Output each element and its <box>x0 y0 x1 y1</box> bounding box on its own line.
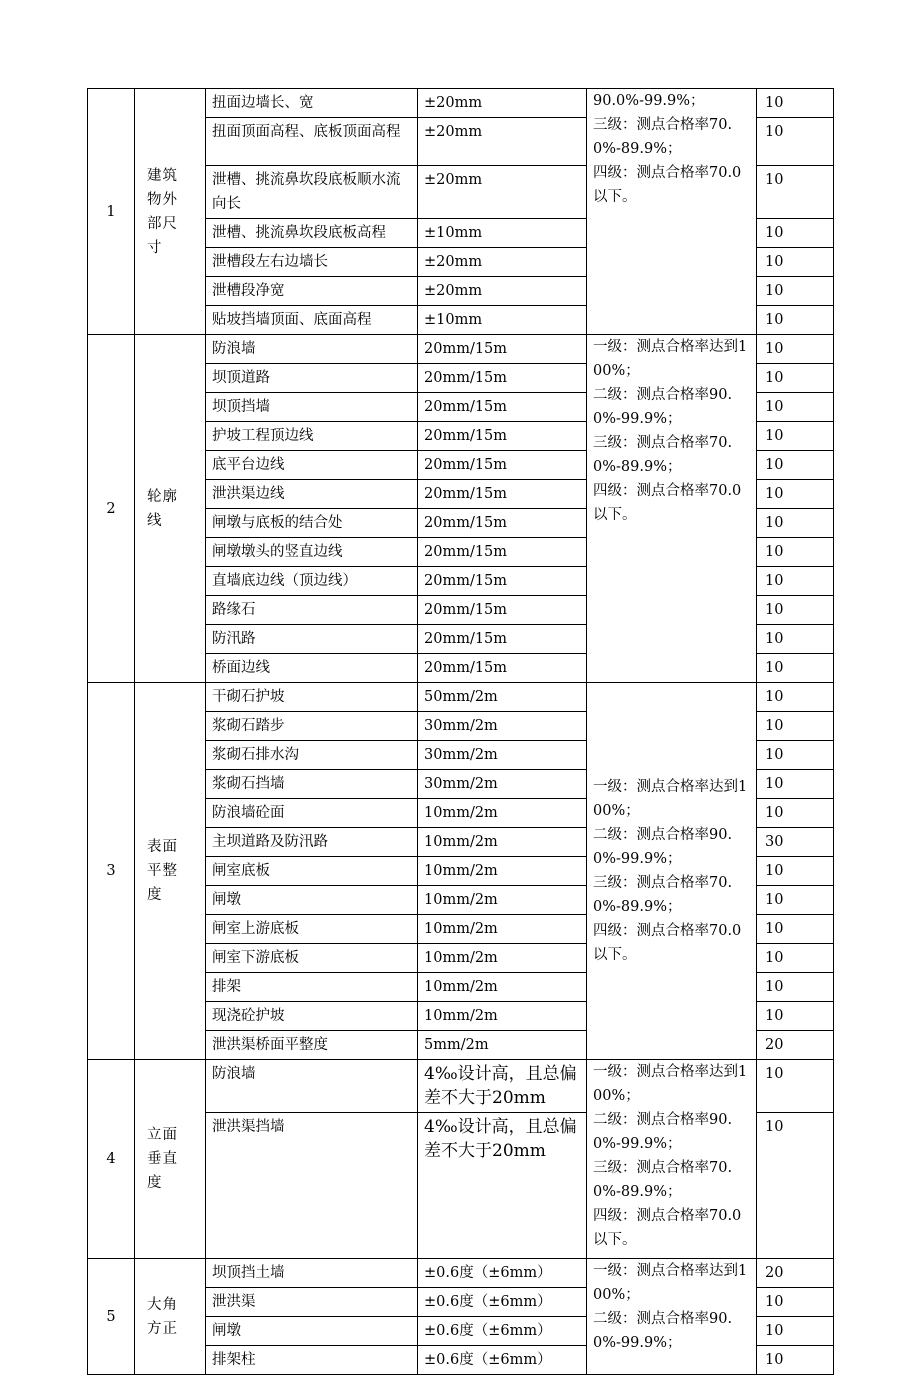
check-item: 坝顶挡墙 <box>206 393 418 422</box>
standard-score: 10 <box>757 89 834 118</box>
quality-table-container <box>87 88 833 1375</box>
allowed-deviation: ±0.6度（±6mm） <box>418 1288 587 1317</box>
check-item: 排架 <box>206 973 418 1002</box>
table-row <box>88 1060 834 1113</box>
standard-score: 30 <box>757 828 834 857</box>
quality-table <box>87 88 834 1375</box>
check-item: 扭面顶面高程、底板顶面高程 <box>206 118 418 166</box>
standard-score: 10 <box>757 306 834 335</box>
check-item: 浆砌石踏步 <box>206 712 418 741</box>
allowed-deviation: ±10mm <box>418 219 587 248</box>
check-item: 护坡工程顶边线 <box>206 422 418 451</box>
check-item: 防浪墙 <box>206 1060 418 1113</box>
group-category: 轮廓线 <box>135 335 206 683</box>
check-item: 排架柱 <box>206 1346 418 1375</box>
allowed-deviation: 30mm/2m <box>418 712 587 741</box>
standard-score: 10 <box>757 277 834 306</box>
allowed-deviation: 20mm/15m <box>418 654 587 683</box>
group-category: 立面垂直度 <box>135 1060 206 1259</box>
standard-score: 10 <box>757 1317 834 1346</box>
standard-score: 10 <box>757 596 834 625</box>
group-category: 大角方正 <box>135 1259 206 1375</box>
standard-score: 10 <box>757 857 834 886</box>
allowed-deviation: ±20mm <box>418 89 587 118</box>
check-item: 泄洪渠边线 <box>206 480 418 509</box>
group-number: 3 <box>88 683 135 1060</box>
check-item: 直墙底边线（顶边线） <box>206 567 418 596</box>
standard-score: 10 <box>757 770 834 799</box>
allowed-deviation: ±20mm <box>418 277 587 306</box>
check-item: 闸墩 <box>206 886 418 915</box>
check-item: 主坝道路及防汛路 <box>206 828 418 857</box>
standard-score: 10 <box>757 567 834 596</box>
check-item: 闸墩与底板的结合处 <box>206 509 418 538</box>
standard-score: 10 <box>757 1060 834 1113</box>
allowed-deviation: ±20mm <box>418 166 587 219</box>
check-item: 泄槽段左右边墙长 <box>206 248 418 277</box>
standard-score: 20 <box>757 1259 834 1288</box>
check-item: 泄洪渠挡墙 <box>206 1113 418 1259</box>
allowed-deviation: 30mm/2m <box>418 770 587 799</box>
allowed-deviation: 30mm/2m <box>418 741 587 770</box>
standard-score: 10 <box>757 248 834 277</box>
table-row <box>88 1259 834 1288</box>
allowed-deviation: 20mm/15m <box>418 596 587 625</box>
allowed-deviation: 10mm/2m <box>418 1002 587 1031</box>
allowed-deviation: 20mm/15m <box>418 480 587 509</box>
group-category: 表面平整度 <box>135 683 206 1060</box>
standard-score: 10 <box>757 741 834 770</box>
check-item: 底平台边线 <box>206 451 418 480</box>
standard-score: 10 <box>757 509 834 538</box>
allowed-deviation: ±10mm <box>418 306 587 335</box>
allowed-deviation: 10mm/2m <box>418 915 587 944</box>
allowed-deviation: 10mm/2m <box>418 944 587 973</box>
standard-score: 10 <box>757 1288 834 1317</box>
allowed-deviation: ±20mm <box>418 118 587 166</box>
check-item: 现浇砼护坡 <box>206 1002 418 1031</box>
standard-score: 10 <box>757 654 834 683</box>
check-item: 闸墩 <box>206 1317 418 1346</box>
allowed-deviation: 20mm/15m <box>418 567 587 596</box>
allowed-deviation: ±0.6度（±6mm） <box>418 1259 587 1288</box>
check-item: 浆砌石排水沟 <box>206 741 418 770</box>
allowed-deviation: 20mm/15m <box>418 335 587 364</box>
check-item: 坝顶道路 <box>206 364 418 393</box>
check-item: 闸室上游底板 <box>206 915 418 944</box>
check-item: 泄洪渠 <box>206 1288 418 1317</box>
allowed-deviation: 4‰设计高，且总偏差不大于20mm <box>418 1113 587 1259</box>
allowed-deviation: ±0.6度（±6mm） <box>418 1346 587 1375</box>
table-row <box>88 335 834 364</box>
standard-score: 10 <box>757 118 834 166</box>
grading-standard: 一级：测点合格率达到100%； 二级：测点合格率90.0%-99.9%； <box>587 1259 757 1375</box>
standard-score: 10 <box>757 886 834 915</box>
check-item: 泄洪渠桥面平整度 <box>206 1031 418 1060</box>
allowed-deviation: 10mm/2m <box>418 799 587 828</box>
standard-score: 10 <box>757 944 834 973</box>
group-number: 1 <box>88 89 135 335</box>
standard-score: 10 <box>757 364 834 393</box>
standard-score: 20 <box>757 1031 834 1060</box>
grading-standard: 90.0%-99.9%； 三级：测点合格率70.0%-89.9%； 四级：测点合格率70.0以下。 <box>587 89 757 335</box>
check-item: 路缘石 <box>206 596 418 625</box>
check-item: 贴坡挡墙顶面、底面高程 <box>206 306 418 335</box>
standard-score: 10 <box>757 335 834 364</box>
allowed-deviation: 10mm/2m <box>418 973 587 1002</box>
check-item: 泄槽、挑流鼻坎段底板高程 <box>206 219 418 248</box>
grading-standard: 一级：测点合格率达到100%； 二级：测点合格率90.0%-99.9%； 三级：测点合格率70.0%-89.9%； 四级：测点合格率70.0以下。 <box>587 335 757 683</box>
standard-score: 10 <box>757 1113 834 1259</box>
check-item: 泄槽段净宽 <box>206 277 418 306</box>
allowed-deviation: ±0.6度（±6mm） <box>418 1317 587 1346</box>
group-number: 5 <box>88 1259 135 1375</box>
table-row <box>88 89 834 118</box>
allowed-deviation: 20mm/15m <box>418 393 587 422</box>
grading-standard: 一级：测点合格率达到100%； 二级：测点合格率90.0%-99.9%； 三级：测点合格率70.0%-89.9%； 四级：测点合格率70.0以下。 <box>587 683 757 1060</box>
standard-score: 10 <box>757 451 834 480</box>
check-item: 泄槽、挑流鼻坎段底板顺水流向长 <box>206 166 418 219</box>
group-category: 建筑物外部尺寸 <box>135 89 206 335</box>
standard-score: 10 <box>757 973 834 1002</box>
standard-score: 10 <box>757 219 834 248</box>
standard-score: 10 <box>757 422 834 451</box>
check-item: 防汛路 <box>206 625 418 654</box>
check-item: 干砌石护坡 <box>206 683 418 712</box>
standard-score: 10 <box>757 480 834 509</box>
standard-score: 10 <box>757 166 834 219</box>
check-item: 闸室下游底板 <box>206 944 418 973</box>
check-item: 扭面边墙长、宽 <box>206 89 418 118</box>
allowed-deviation: 20mm/15m <box>418 422 587 451</box>
allowed-deviation: 20mm/15m <box>418 451 587 480</box>
standard-score: 10 <box>757 683 834 712</box>
group-number: 2 <box>88 335 135 683</box>
allowed-deviation: ±20mm <box>418 248 587 277</box>
check-item: 防浪墙 <box>206 335 418 364</box>
check-item: 桥面边线 <box>206 654 418 683</box>
allowed-deviation: 20mm/15m <box>418 364 587 393</box>
allowed-deviation: 5mm/2m <box>418 1031 587 1060</box>
check-item: 闸室底板 <box>206 857 418 886</box>
check-item: 坝顶挡土墙 <box>206 1259 418 1288</box>
standard-score: 10 <box>757 915 834 944</box>
group-number: 4 <box>88 1060 135 1259</box>
standard-score: 10 <box>757 393 834 422</box>
standard-score: 10 <box>757 799 834 828</box>
allowed-deviation: 10mm/2m <box>418 828 587 857</box>
allowed-deviation: 20mm/15m <box>418 509 587 538</box>
standard-score: 10 <box>757 538 834 567</box>
allowed-deviation: 20mm/15m <box>418 538 587 567</box>
allowed-deviation: 50mm/2m <box>418 683 587 712</box>
standard-score: 10 <box>757 625 834 654</box>
allowed-deviation: 10mm/2m <box>418 886 587 915</box>
check-item: 浆砌石挡墙 <box>206 770 418 799</box>
quality-table-body <box>88 89 834 1375</box>
grading-standard: 一级：测点合格率达到100%； 二级：测点合格率90.0%-99.9%； 三级：测点合格率70.0%-89.9%； 四级：测点合格率70.0以下。 <box>587 1060 757 1259</box>
standard-score: 10 <box>757 1002 834 1031</box>
standard-score: 10 <box>757 1346 834 1375</box>
standard-score: 10 <box>757 712 834 741</box>
check-item: 防浪墙砼面 <box>206 799 418 828</box>
allowed-deviation: 20mm/15m <box>418 625 587 654</box>
table-row <box>88 683 834 712</box>
allowed-deviation: 4‰设计高，且总偏差不大于20mm <box>418 1060 587 1113</box>
check-item: 闸墩墩头的竖直边线 <box>206 538 418 567</box>
allowed-deviation: 10mm/2m <box>418 857 587 886</box>
